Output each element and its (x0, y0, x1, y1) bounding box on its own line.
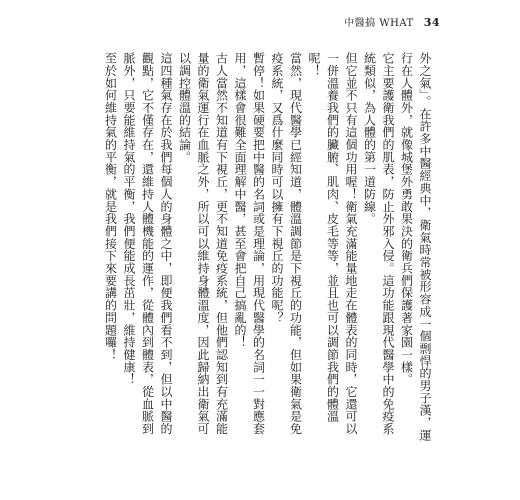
page-number: 34 (423, 16, 440, 29)
paragraph: 但它並不只有這個功用喔！衛氣充滿能量地走在體表的同時，它還可以一併溫養我們的臟腑、肌肉、皮毛等等，並且也可以調節我們的體溫呢！ (307, 52, 358, 435)
paragraph: 暫停！如果硬要把中醫的名詞或是理論，用現代醫學的名詞一一對應套用，這樣會很難全面理解中醫，甚至會把自己搞亂的！ (233, 52, 266, 435)
paragraph: 它主要護衛我們的肌表，防止外邪入侵。這功能跟現代醫學中的免疫系統類似，為人體的第一道防線。 (362, 52, 395, 435)
book-title: 中醫搞 WHAT (344, 18, 414, 29)
paragraph: 外之氣」。在許多中醫經典中，衛氣時常被形容成一個剽悍的男子漢，運行在人體外，就像城堡外勇敢果決的衛兵們保護著家園一樣。 (399, 52, 432, 442)
paragraph: 當然，現代醫學已經知道，體溫調節是下視丘的功能，但如果衛氣是免疫系統，又爲什麼同時可以擁有下視丘的功能呢？ (270, 52, 303, 435)
paragraph: 這四種氣存在於我們每個人的身體之中，即便我們看不到，但以中醫的觀點，它不僅存在，還維持人體機能的運作，從體內到體表，從血脈到脈外，只要能維持氣的平衡，我們便能成長茁壯，維持健康！ (122, 52, 173, 435)
vertical-text-body (101, 52, 434, 447)
paragraph: 至於如何維持氣的平衡，就是我們接下來要講的問題囉！ (103, 52, 118, 361)
paragraph: 古人當然不知道有下視丘，更不知道免疫系統，但他們認知到有充滿能量的衛氣運行在血脈之外，所以可以維持身體溫度，因此歸納出衛氣可以調控體溫的結論。 (177, 52, 229, 435)
running-header (344, 14, 440, 29)
